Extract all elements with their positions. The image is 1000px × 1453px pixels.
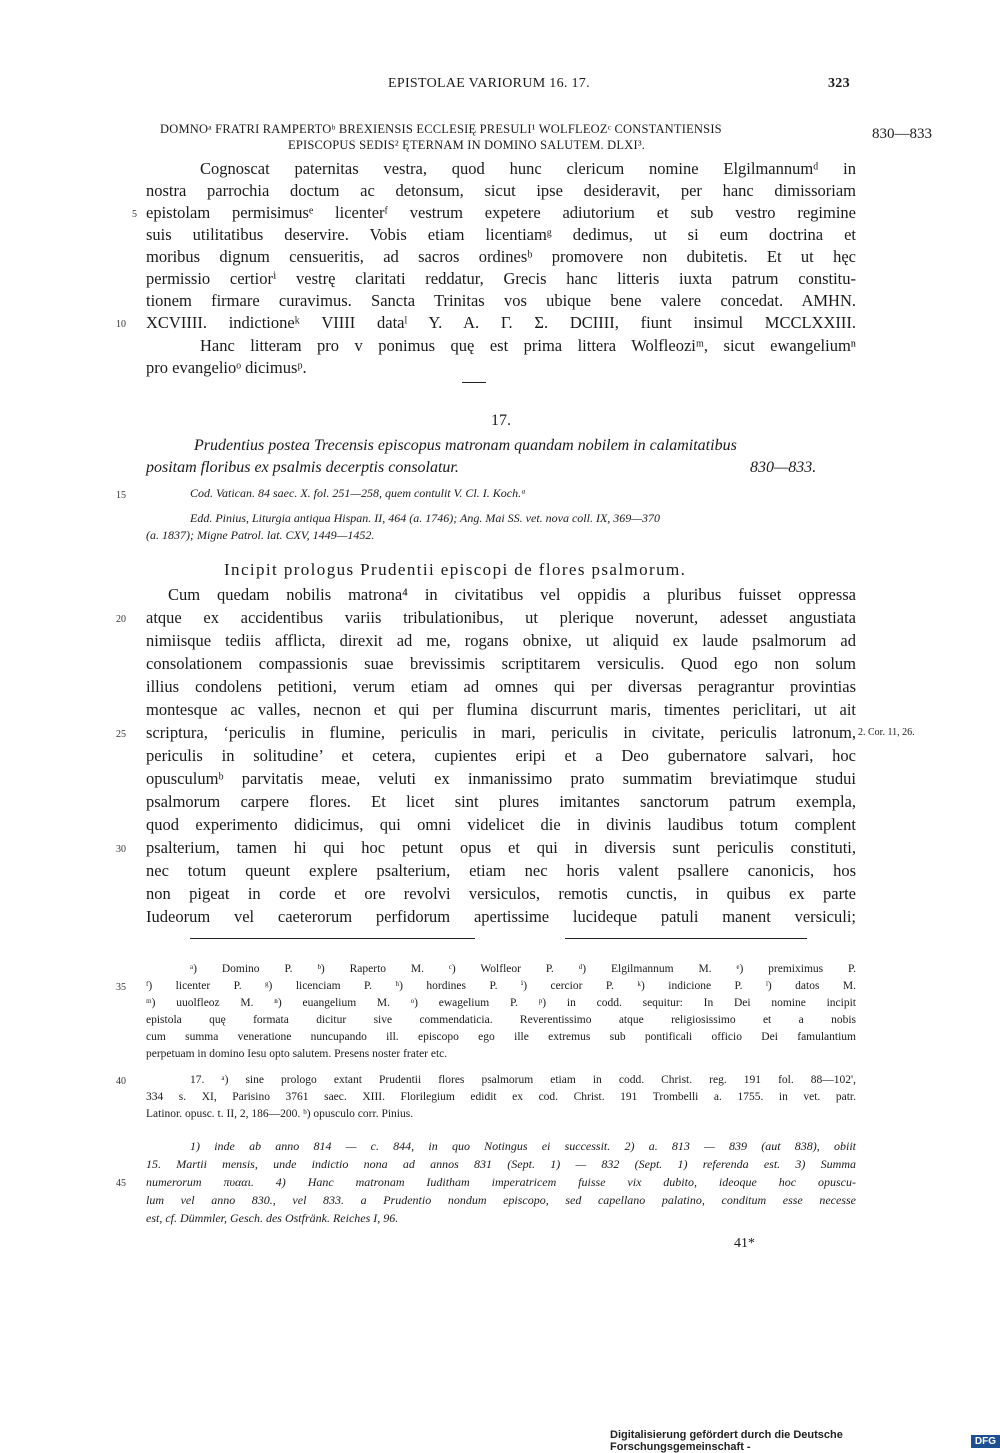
page-number: 323 xyxy=(828,76,850,91)
prologue-line: nec totum queunt explere psalterium, etiam nec horis valent psallere canonicis, hos xyxy=(146,861,856,880)
editorial-note-line: 15. Martii mensis, unde indictio nona ad annos 831 (Sept. 1) — 832 (Sept. 1) referenda est. 3) Summa xyxy=(146,1157,856,1171)
letter16-line: Hanc litteram pro v ponimus quę est prima littera Wolfleoziᵐ, sicut ewangeliumⁿ xyxy=(200,336,856,355)
letter16-line: epistolam permisimusᵉ licenterᶠ vestrum expetere adiutorium et sub vestro regimine xyxy=(146,203,856,222)
prologue-heading: Incipit prologus Prudentii episcopi de flores psalmorum. xyxy=(224,560,687,579)
footer-text: Digitalisierung gefördert durch die Deutsche Forschungsgemeinschaft - xyxy=(610,1429,843,1453)
prologue-line: consolationem compassionis suae brevissimis scriptitarem versiculis. Quod ego non solum xyxy=(146,654,856,673)
letter17-source-line3: (a. 1837); Migne Patrol. lat. CXV, 1449—1452. xyxy=(146,528,375,542)
footnote-line: Latinor. opusc. t. II, 2, 186—200. ᵇ) opusculo corr. Pinius. xyxy=(146,1108,414,1120)
letter16-line: suis utilitatibus deservire. Vobis etiam licentiamᵍ dedimus, ut si eum doctrina et xyxy=(146,225,856,244)
prologue-line: atque ex accidentibus variis tribulationibus, ut plerique noverunt, adesset angustiata xyxy=(146,608,856,627)
line-number: 20 xyxy=(116,614,126,625)
letter17-source-line2: Edd. Pinius, Liturgia antiqua Hispan. II, 464 (a. 1746); Ang. Mai SS. vet. nova coll. IX, 369—370 xyxy=(190,511,660,525)
footnote-rule-right xyxy=(565,938,807,939)
letter17-source-line1: Cod. Vatican. 84 saec. X. fol. 251—258, quem contulit V. Cl. I. Koch.ᵃ xyxy=(190,486,526,500)
letter16-line: nostra parrochia doctum ac detonsum, sicut ipse desideravit, per hanc dimissoriam xyxy=(146,181,856,200)
letter16-line: moribus dignum censueritis, ad sacros ordinesᵇ promovere non dubitetis. Et ut hęc xyxy=(146,247,856,266)
prologue-line: psalterium, tamen hi qui hoc petunt opus et qui in diversis sunt periculis constituti, xyxy=(146,838,856,857)
prologue-line: illius condolens petitioni, verum etiam ad omnes qui per diversas peragrantur provintias xyxy=(146,677,856,696)
footnote-line: 334 s. XI, Parisino 3761 saec. XIII. Florilegium edidit ex cod. Christ. 191 Trombelli a. 1755. in vet. patr. xyxy=(146,1091,856,1103)
letter16-title-line1: DOMNOᵃ FRATRI RAMPERTOᵇ BREXIENSIS ECCLESIĘ PRESULI¹ WOLFLEOZᶜ CONSTANTIENSIS xyxy=(160,122,722,136)
line-number: 5 xyxy=(132,209,137,220)
prologue-line: opusculumᵇ parvitatis meae, veluti ex inmanissimo prato summatim breviatimque studui xyxy=(146,769,856,788)
running-title: EPISTOLAE VARIORUM 16. 17. xyxy=(388,76,590,91)
dfg-logo-icon: DFG xyxy=(971,1435,1000,1448)
letter16-line: XCVIIII. indictioneᵏ VIIII dataˡ Y. A. Γ. Σ. DCIIII, fiunt insimul MCCLXXIII. xyxy=(146,313,856,332)
prologue-line: Cum quedam nobilis matrona⁴ in civitatibus vel oppidis a pluribus fuisset oppressa xyxy=(168,585,856,604)
prologue-line: Iudeorum vel caeterorum perfidorum apertissime lucideque patuli manent versiculi; xyxy=(146,907,856,926)
letter17-date: 830—833. xyxy=(750,459,817,476)
line-number: 30 xyxy=(116,844,126,855)
line-number: 40 xyxy=(116,1076,126,1087)
line-number: 25 xyxy=(116,729,126,740)
letter16-line: permissio certiorⁱ vestrę claritati reddatur, Grecis hanc litteris iuxta patrum constitu- xyxy=(146,269,856,288)
letter16-margin-date: 830—833 xyxy=(872,126,932,142)
letter17-summary-line1: Prudentius postea Trecensis episcopus matronam quandam nobilem in calamitatibus xyxy=(194,437,737,454)
footnote-rule-left xyxy=(190,938,475,939)
prologue-line: nimiisque tediis afflicta, direxit ad me, rogans obnixe, ut aliquid ex laude psalmorum ad xyxy=(146,631,856,650)
prologue-line: montesque ac valles, necnon et qui per flumina discurrunt maris, timentes periclitari, ut ait xyxy=(146,700,856,719)
editorial-note-line: numerorum πυααι. 4) Hanc matronam Iuditham imperatricem fuisse vix dubito, ideoque hoc opuscu- xyxy=(146,1175,856,1189)
signature-mark: 41* xyxy=(734,1236,755,1251)
separator xyxy=(462,382,486,383)
footnote-line: perpetuam in domino Iesu opto salutem. Presens noster frater etc. xyxy=(146,1048,448,1060)
line-number: 35 xyxy=(116,982,126,993)
letter16-title-line2: EPISCOPUS SEDIS² ĘTERNAM IN DOMINO SALUTEM. DLXI³. xyxy=(288,138,646,152)
letter16-line: Cognoscat paternitas vestra, quod hunc clericum nomine Elgilmannumᵈ in xyxy=(200,159,856,178)
letter16-line: tionem firmare curavimus. Sancta Trinitas vos ubique bene valere concedat. AMHN. xyxy=(146,291,856,310)
footnote-line: cum summa veneratione nuncupando ill. episcopo ego ille extremus sub pontificali officio Dei famulantium xyxy=(146,1031,856,1043)
footnote-line: ᶠ) licenter P. ᵍ) licenciam P. ʰ) hordines P. ⁱ) cercior P. ᵏ) indicione P. ˡ) datos M. xyxy=(146,980,856,992)
prologue-line: scriptura, ‘periculis in flumine, periculis in mari, periculis in civitate, periculis latronum, xyxy=(146,723,856,742)
line-number: 15 xyxy=(116,490,126,501)
footnote-line: epistola quę formata dicitur sive commendaticia. Reverentissimo atque religiosissimo et a nobis xyxy=(146,1014,856,1026)
footnote-line: ᵐ) uuolfleoz M. ⁿ) euangelium M. ᵒ) ewagelium P. ᵖ) in codd. sequitur: In Dei nomine incipit xyxy=(146,997,856,1009)
prologue-line: psalmorum carpere flores. Et licet sint plures imitantes sanctorum patrum exempla, xyxy=(146,792,856,811)
dfg-footer xyxy=(610,1431,1000,1451)
editorial-note-line: 1) inde ab anno 814 — c. 844, in quo Notingus ei successit. 2) a. 813 — 839 (aut 838), obiit xyxy=(190,1139,856,1153)
line-number: 10 xyxy=(116,319,126,330)
editorial-note-line: est, cf. Dümmler, Gesch. des Ostfränk. Reiches I, 96. xyxy=(146,1211,399,1225)
footnote-line: 17. ᵃ) sine prologo extant Prudentii flores psalmorum etiam in codd. Christ. reg. 191 fol. 88—102', xyxy=(190,1074,856,1086)
letter16-line: pro evangelioᵒ dicimusᵖ. xyxy=(146,358,307,377)
line-number: 45 xyxy=(116,1178,126,1189)
prologue-line: quod experimento didicimus, qui omni videlicet die in divinis laudibus totum complent xyxy=(146,815,856,834)
letter17-summary-line2: positam floribus ex psalmis decerptis consolatur. xyxy=(146,459,459,476)
prologue-line: periculis in solitudine’ et cetera, cupientes eripi et a Deo gubernatore salvari, hoc xyxy=(146,746,856,765)
margin-reference: 2. Cor. 11, 26. xyxy=(858,727,915,738)
editorial-note-line: lum vel anno 830., vel 833. a Prudentio nondum episcopo, sed capellano palatino, conditum esse necesse xyxy=(146,1193,856,1207)
footnote-line: ᵃ) Domino P. ᵇ) Raperto M. ᶜ) Wolfleor P. ᵈ) Elgilmannum M. ᵉ) premiximus P. xyxy=(190,963,856,975)
letter17-number: 17. xyxy=(491,412,511,429)
prologue-line: non pigeat in corde et ore revolvi versiculos, remotis cunctis, in quibus ex parte xyxy=(146,884,856,903)
